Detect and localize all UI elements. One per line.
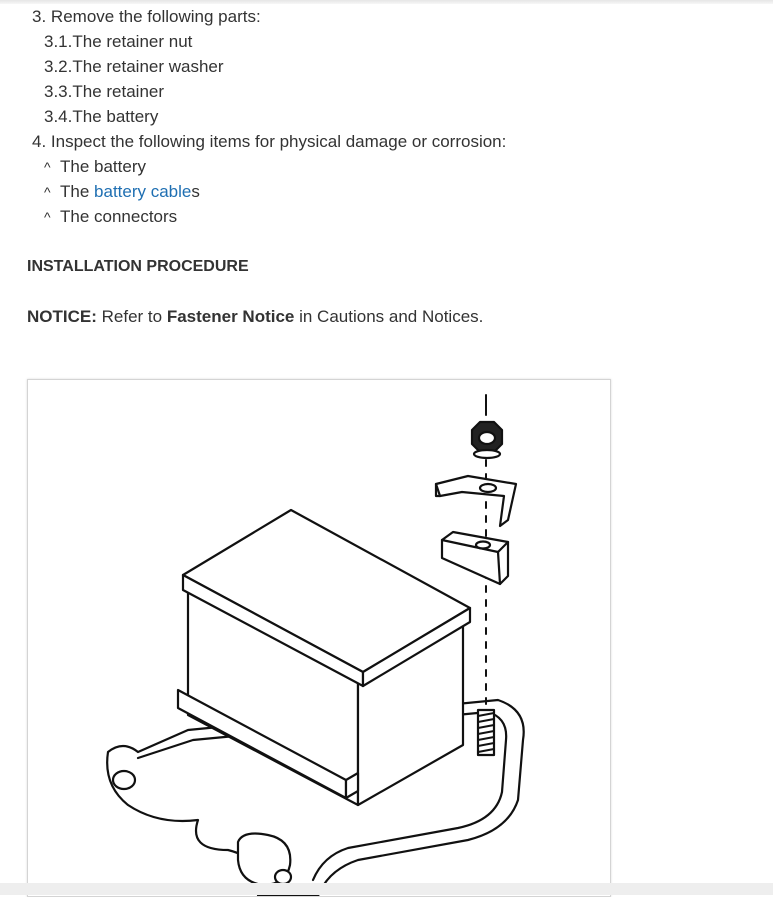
nut-flange: [474, 450, 500, 458]
notice-paragraph: [27, 306, 483, 328]
sub-step-text: The retainer washer: [72, 57, 224, 76]
step-4-heading: [32, 131, 506, 153]
battery-hold-down-illustration-icon: [28, 380, 610, 896]
step-number: 4.: [32, 132, 47, 151]
notice-label: NOTICE:: [27, 307, 97, 326]
caret-bullet-icon: ^: [44, 209, 51, 225]
washer-hole: [480, 484, 496, 492]
battery-cable-link[interactable]: battery cable: [94, 182, 192, 201]
step-text: Inspect the following items for physical damage or corrosion:: [50, 132, 507, 151]
top-shadow-bar: [0, 0, 773, 4]
sub-step-number: 3.2.: [44, 57, 73, 76]
list-item: [44, 56, 224, 78]
tray-lower-hole: [275, 870, 291, 884]
installation-procedure-heading: INSTALLATION PROCEDURE: [27, 258, 249, 275]
sub-step-number: 3.1.: [44, 32, 73, 51]
sub-step-text: The battery: [72, 107, 159, 126]
sub-step-text: The retainer: [72, 82, 165, 101]
list-item: [44, 156, 146, 178]
nut-bore: [479, 432, 495, 444]
step-number: 3.: [32, 7, 47, 26]
tray-mount-hole: [113, 771, 135, 789]
bottom-scroll-bar: [0, 883, 773, 895]
item-text-prefix: The: [60, 182, 95, 201]
notice-text-end: in Cautions and Notices.: [294, 307, 484, 326]
item-text: The battery: [60, 157, 146, 176]
sub-step-number: 3.3.: [44, 82, 73, 101]
sub-step-number: 3.4.: [44, 107, 73, 126]
item-text-suffix: s: [191, 182, 200, 201]
retainer-washer: [436, 476, 516, 526]
list-item: [44, 31, 192, 53]
step-3-heading: [32, 6, 261, 28]
retainer-hole: [476, 542, 490, 549]
item-text: The connectors: [60, 207, 178, 226]
sub-step-text: The retainer nut: [72, 32, 193, 51]
list-item: [44, 81, 164, 103]
fastener-notice-ref: Fastener Notice: [166, 307, 295, 326]
list-item: [44, 206, 177, 228]
list-item: [44, 181, 200, 203]
step-text: Remove the following parts:: [50, 7, 261, 26]
battery-hold-down-figure: [27, 379, 611, 897]
caret-bullet-icon: ^: [44, 159, 51, 175]
notice-text: Refer to: [101, 307, 167, 326]
list-item: [44, 106, 158, 128]
caret-bullet-icon: ^: [44, 184, 51, 200]
